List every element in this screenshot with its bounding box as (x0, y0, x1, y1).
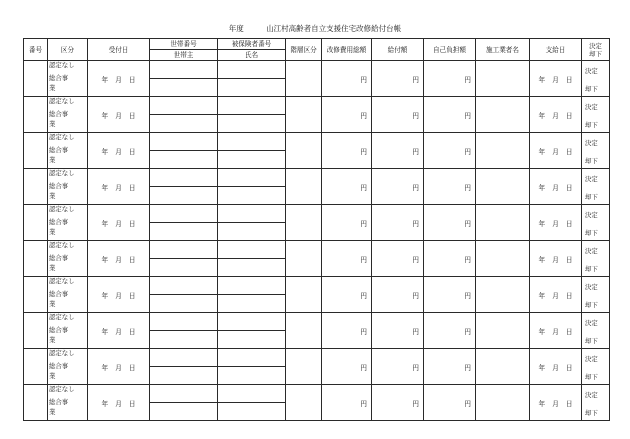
row-household-head-cell[interactable] (150, 367, 218, 385)
row-payment-date-cell[interactable]: 年 月 日 (530, 205, 582, 241)
col-received-date: 受付日 (88, 39, 150, 61)
row-contractor-cell[interactable] (476, 241, 530, 277)
row-self-pay-cell[interactable]: 円 (424, 241, 476, 277)
category-text-3: 業 (49, 264, 56, 272)
col-decision-top: 決定 (589, 41, 602, 50)
decision-approve-text: 決定 (585, 103, 598, 111)
row-contractor-cell[interactable] (476, 97, 530, 133)
col-insured-name: 氏名 (218, 50, 286, 61)
row-payment-date-cell[interactable]: 年 月 日 (530, 277, 582, 313)
row-insured-number-cell[interactable] (218, 241, 286, 259)
row-number-cell[interactable] (24, 277, 48, 313)
row-received-date-cell[interactable]: 年 月 日 (88, 205, 150, 241)
row-contractor-cell[interactable] (476, 277, 530, 313)
row-category-cell[interactable] (48, 277, 88, 313)
benefit-ledger-table (23, 38, 610, 421)
row-total-cost-cell[interactable]: 円 (322, 133, 372, 169)
row-floor-category-cell[interactable] (286, 241, 322, 277)
row-payment-date-cell[interactable]: 年 月 日 (530, 97, 582, 133)
category-text-1: 認定なし (49, 385, 75, 393)
row-household-head-cell[interactable] (150, 223, 218, 241)
category-text-2: 総合事 (49, 146, 69, 154)
row-household-head-cell[interactable] (150, 331, 218, 349)
row-insured-name-cell[interactable] (218, 367, 286, 385)
row-contractor-cell[interactable] (476, 169, 530, 205)
category-text-1: 認定なし (49, 349, 75, 357)
decision-reject-text: 却下 (585, 121, 598, 129)
row-self-pay-cell[interactable]: 円 (424, 61, 476, 97)
row-insured-name-cell[interactable] (218, 115, 286, 133)
category-text-1: 認定なし (49, 61, 75, 69)
row-insured-number-cell[interactable] (218, 97, 286, 115)
decision-reject-text: 却下 (585, 229, 598, 237)
category-text-3: 業 (49, 192, 56, 200)
category-text-1: 認定なし (49, 133, 75, 141)
table-row (24, 133, 610, 151)
row-benefit-amount-cell[interactable]: 円 (372, 385, 424, 421)
row-decision-cell[interactable] (582, 133, 610, 169)
decision-reject-text: 却下 (585, 265, 598, 273)
category-text-3: 業 (49, 336, 56, 344)
row-benefit-amount-cell[interactable]: 円 (372, 97, 424, 133)
decision-reject-text: 却下 (585, 85, 598, 93)
row-number-cell[interactable] (24, 133, 48, 169)
row-benefit-amount-cell[interactable]: 円 (372, 169, 424, 205)
row-number-cell[interactable] (24, 349, 48, 385)
row-insured-number-cell[interactable] (218, 349, 286, 367)
col-number: 番号 (24, 39, 48, 61)
decision-approve-text: 決定 (585, 283, 598, 291)
row-total-cost-cell[interactable]: 円 (322, 97, 372, 133)
row-insured-number-cell[interactable] (218, 313, 286, 331)
row-household-number-cell[interactable] (150, 61, 218, 79)
row-payment-date-cell[interactable]: 年 月 日 (530, 385, 582, 421)
row-total-cost-cell[interactable]: 円 (322, 169, 372, 205)
row-floor-category-cell[interactable] (286, 97, 322, 133)
row-household-head-cell[interactable] (150, 115, 218, 133)
category-text-3: 業 (49, 408, 56, 416)
row-total-cost-cell[interactable]: 円 (322, 385, 372, 421)
row-number-cell[interactable] (24, 241, 48, 277)
decision-approve-text: 決定 (585, 355, 598, 363)
row-number-cell[interactable] (24, 385, 48, 421)
category-text-3: 業 (49, 372, 56, 380)
row-insured-number-cell[interactable] (218, 61, 286, 79)
row-decision-cell[interactable] (582, 97, 610, 133)
row-number-cell[interactable] (24, 97, 48, 133)
decision-approve-text: 決定 (585, 67, 598, 75)
row-decision-cell[interactable] (582, 61, 610, 97)
row-benefit-amount-cell[interactable]: 円 (372, 61, 424, 97)
row-total-cost-cell[interactable]: 円 (322, 277, 372, 313)
table-row (24, 313, 610, 331)
row-number-cell[interactable] (24, 313, 48, 349)
row-benefit-amount-cell[interactable]: 円 (372, 205, 424, 241)
row-insured-name-cell[interactable] (218, 223, 286, 241)
row-category-cell[interactable] (48, 205, 88, 241)
row-decision-cell[interactable] (582, 205, 610, 241)
row-payment-date-cell[interactable]: 年 月 日 (530, 241, 582, 277)
decision-reject-text: 却下 (585, 409, 598, 417)
col-household-head: 世帯主 (150, 50, 218, 61)
row-received-date-cell[interactable]: 年 月 日 (88, 61, 150, 97)
row-total-cost-cell[interactable]: 円 (322, 205, 372, 241)
row-payment-date-cell[interactable]: 年 月 日 (530, 169, 582, 205)
row-category-cell[interactable] (48, 385, 88, 421)
row-insured-number-cell[interactable] (218, 277, 286, 295)
row-floor-category-cell[interactable] (286, 205, 322, 241)
row-total-cost-cell[interactable]: 円 (322, 241, 372, 277)
row-household-number-cell[interactable] (150, 349, 218, 367)
category-text-1: 認定なし (49, 313, 75, 321)
row-insured-name-cell[interactable] (218, 187, 286, 205)
row-self-pay-cell[interactable]: 円 (424, 97, 476, 133)
row-payment-date-cell[interactable]: 年 月 日 (530, 313, 582, 349)
table-row (24, 277, 610, 295)
row-decision-cell[interactable] (582, 277, 610, 313)
row-insured-name-cell[interactable] (218, 151, 286, 169)
row-category-cell[interactable] (48, 61, 88, 97)
decision-reject-text: 却下 (585, 373, 598, 381)
col-insured-number: 被保険者番号 (218, 39, 286, 50)
year-label: 年度 (228, 24, 244, 33)
row-household-number-cell[interactable] (150, 205, 218, 223)
col-self-pay: 自己負担額 (424, 39, 476, 61)
row-received-date-cell[interactable]: 年 月 日 (88, 349, 150, 385)
row-number-cell[interactable] (24, 205, 48, 241)
row-payment-date-cell[interactable]: 年 月 日 (530, 133, 582, 169)
decision-approve-text: 決定 (585, 175, 598, 183)
row-decision-cell[interactable] (582, 349, 610, 385)
row-number-cell[interactable] (24, 61, 48, 97)
row-household-number-cell[interactable] (150, 241, 218, 259)
category-text-2: 総合事 (49, 74, 69, 82)
row-household-number-cell[interactable] (150, 313, 218, 331)
row-received-date-cell[interactable]: 年 月 日 (88, 133, 150, 169)
category-text-1: 認定なし (49, 97, 75, 105)
row-received-date-cell[interactable]: 年 月 日 (88, 313, 150, 349)
decision-approve-text: 決定 (585, 211, 598, 219)
row-household-number-cell[interactable] (150, 169, 218, 187)
row-insured-name-cell[interactable] (218, 331, 286, 349)
category-text-3: 業 (49, 300, 56, 308)
category-text-1: 認定なし (49, 277, 75, 285)
decision-reject-text: 却下 (585, 301, 598, 309)
category-text-1: 認定なし (49, 205, 75, 213)
row-category-cell[interactable] (48, 169, 88, 205)
decision-reject-text: 却下 (585, 337, 598, 345)
category-text-2: 総合事 (49, 398, 69, 406)
row-total-cost-cell[interactable]: 円 (322, 61, 372, 97)
category-text-3: 業 (49, 156, 56, 164)
category-text-3: 業 (49, 120, 56, 128)
table-row (24, 205, 610, 223)
category-text-1: 認定なし (49, 169, 75, 177)
category-text-2: 総合事 (49, 110, 69, 118)
row-contractor-cell[interactable] (476, 313, 530, 349)
category-text-2: 総合事 (49, 218, 69, 226)
row-contractor-cell[interactable] (476, 133, 530, 169)
col-benefit-amount: 給付額 (372, 39, 424, 61)
row-contractor-cell[interactable] (476, 61, 530, 97)
row-benefit-amount-cell[interactable]: 円 (372, 133, 424, 169)
row-household-head-cell[interactable] (150, 259, 218, 277)
col-household-number: 世帯番号 (150, 39, 218, 50)
row-self-pay-cell[interactable]: 円 (424, 205, 476, 241)
ledger-title (0, 22, 630, 36)
row-received-date-cell[interactable]: 年 月 日 (88, 169, 150, 205)
category-text-3: 業 (49, 84, 56, 92)
row-floor-category-cell[interactable] (286, 61, 322, 97)
category-text-2: 総合事 (49, 362, 69, 370)
row-insured-name-cell[interactable] (218, 403, 286, 421)
row-received-date-cell[interactable]: 年 月 日 (88, 241, 150, 277)
row-household-head-cell[interactable] (150, 295, 218, 313)
col-contractor: 施工業者名 (476, 39, 530, 61)
row-decision-cell[interactable] (582, 313, 610, 349)
decision-reject-text: 却下 (585, 157, 598, 165)
row-self-pay-cell[interactable]: 円 (424, 133, 476, 169)
row-household-head-cell[interactable] (150, 403, 218, 421)
row-insured-number-cell[interactable] (218, 169, 286, 187)
row-floor-category-cell[interactable] (286, 313, 322, 349)
row-payment-date-cell[interactable]: 年 月 日 (530, 61, 582, 97)
row-insured-name-cell[interactable] (218, 79, 286, 97)
row-floor-category-cell[interactable] (286, 277, 322, 313)
row-decision-cell[interactable] (582, 385, 610, 421)
col-decision (582, 39, 610, 61)
row-received-date-cell[interactable]: 年 月 日 (88, 385, 150, 421)
decision-approve-text: 決定 (585, 139, 598, 147)
row-household-number-cell[interactable] (150, 385, 218, 403)
ledger-title-text: 山江村高齢者自立支援住宅改修給付台帳 (266, 24, 402, 33)
row-insured-number-cell[interactable] (218, 133, 286, 151)
row-benefit-amount-cell[interactable]: 円 (372, 277, 424, 313)
decision-approve-text: 決定 (585, 391, 598, 399)
row-floor-category-cell[interactable] (286, 385, 322, 421)
row-self-pay-cell[interactable]: 円 (424, 349, 476, 385)
row-household-number-cell[interactable] (150, 277, 218, 295)
row-category-cell[interactable] (48, 349, 88, 385)
row-insured-number-cell[interactable] (218, 385, 286, 403)
row-received-date-cell[interactable]: 年 月 日 (88, 277, 150, 313)
row-household-head-cell[interactable] (150, 79, 218, 97)
row-payment-date-cell[interactable]: 年 月 日 (530, 349, 582, 385)
col-floor-category: 階層区分 (286, 39, 322, 61)
row-category-cell[interactable] (48, 97, 88, 133)
table-row (24, 241, 610, 259)
category-text-3: 業 (49, 228, 56, 236)
col-decision-bottom: 却下 (589, 49, 602, 58)
row-benefit-amount-cell[interactable]: 円 (372, 241, 424, 277)
table-row (24, 61, 610, 79)
row-self-pay-cell[interactable]: 円 (424, 169, 476, 205)
row-insured-name-cell[interactable] (218, 295, 286, 313)
row-benefit-amount-cell[interactable]: 円 (372, 313, 424, 349)
row-self-pay-cell[interactable]: 円 (424, 277, 476, 313)
row-insured-name-cell[interactable] (218, 259, 286, 277)
decision-approve-text: 決定 (585, 319, 598, 327)
ledger-body (24, 61, 610, 421)
row-contractor-cell[interactable] (476, 385, 530, 421)
col-category: 区分 (48, 39, 88, 61)
row-category-cell[interactable] (48, 241, 88, 277)
row-household-number-cell[interactable] (150, 97, 218, 115)
table-row (24, 349, 610, 367)
row-floor-category-cell[interactable] (286, 169, 322, 205)
category-text-2: 総合事 (49, 326, 69, 334)
table-row (24, 169, 610, 187)
row-floor-category-cell[interactable] (286, 349, 322, 385)
row-decision-cell[interactable] (582, 169, 610, 205)
category-text-2: 総合事 (49, 290, 69, 298)
col-payment-date: 支給日 (530, 39, 582, 61)
row-insured-number-cell[interactable] (218, 205, 286, 223)
decision-reject-text: 却下 (585, 193, 598, 201)
table-row (24, 385, 610, 403)
category-text-1: 認定なし (49, 241, 75, 249)
row-household-head-cell[interactable] (150, 187, 218, 205)
row-decision-cell[interactable] (582, 241, 610, 277)
row-contractor-cell[interactable] (476, 205, 530, 241)
row-category-cell[interactable] (48, 133, 88, 169)
table-row (24, 97, 610, 115)
decision-approve-text: 決定 (585, 247, 598, 255)
row-total-cost-cell[interactable]: 円 (322, 349, 372, 385)
row-contractor-cell[interactable] (476, 349, 530, 385)
row-household-head-cell[interactable] (150, 151, 218, 169)
row-benefit-amount-cell[interactable]: 円 (372, 349, 424, 385)
row-received-date-cell[interactable]: 年 月 日 (88, 97, 150, 133)
row-floor-category-cell[interactable] (286, 133, 322, 169)
row-self-pay-cell[interactable]: 円 (424, 385, 476, 421)
row-category-cell[interactable] (48, 313, 88, 349)
row-household-number-cell[interactable] (150, 133, 218, 151)
category-text-2: 総合事 (49, 182, 69, 190)
row-self-pay-cell[interactable]: 円 (424, 313, 476, 349)
category-text-2: 総合事 (49, 254, 69, 262)
row-total-cost-cell[interactable]: 円 (322, 313, 372, 349)
col-total-cost: 改修費用総額 (322, 39, 372, 61)
row-number-cell[interactable] (24, 169, 48, 205)
